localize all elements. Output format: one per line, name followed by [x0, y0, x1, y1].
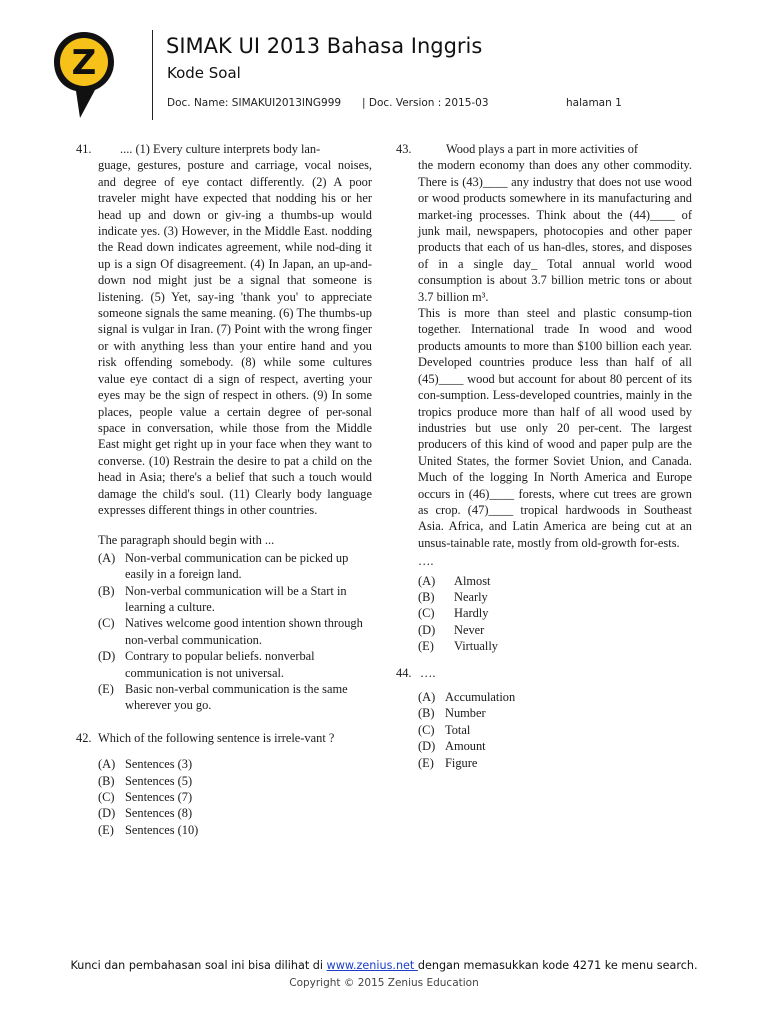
q42-option[interactable] — [98, 822, 372, 838]
q43-option[interactable] — [418, 622, 692, 638]
q44-option-label: (B) — [418, 706, 435, 721]
q44-option-text: Total — [445, 722, 471, 737]
q44-option-text: Figure — [445, 755, 478, 770]
q41-option-label: (D) — [98, 649, 116, 664]
q42-option-text: Sentences (7) — [125, 790, 193, 805]
q43-option[interactable] — [418, 638, 692, 654]
question-44 — [396, 665, 692, 771]
q41-option[interactable] — [98, 681, 372, 714]
q43-option[interactable] — [418, 605, 692, 621]
q44-stem: …. — [420, 665, 436, 680]
q42-option-label: (D) — [98, 806, 116, 821]
doc-version: | Doc. Version : 2015-03 — [362, 97, 489, 109]
q41-option[interactable] — [98, 615, 372, 648]
zenius-logo — [52, 30, 116, 120]
q41-options — [76, 550, 372, 714]
q43-options — [396, 573, 692, 655]
q44-option[interactable] — [418, 738, 692, 754]
q43-option-text: Nearly — [454, 589, 488, 604]
q44-option-label: (D) — [418, 739, 436, 754]
q43-passage-p2: This is more than steel and plastic consump-tion together. International trade In wood and wood products amounts to more than $100 billion each year. Developed countries produce less than half of all (45)____ wood but account for about 80 percent of its con-sumption. Less-developed countries, mainly in the tropics produce more than half of all wood used by industries but use only 20 per-cent. The largest producers of this kind of wood and paper pulp are the United States, the former Soviet Union, and Canada. Much of the logging In North America and Europe occurs in (46)____ forests, where cut trees are grown as crop. (47)____ tropical hardwoods in Southeast Asia. Africa, and Latin America are being cut at an unsus-tainable rate, mostly from old-growth for-ests. — [418, 306, 692, 550]
q43-option-label: (D) — [418, 622, 436, 637]
q42-option[interactable] — [98, 773, 372, 789]
q41-option-text: Contrary to popular beliefs. nonverbal communication is not universal. — [125, 649, 315, 680]
q42-option[interactable] — [98, 789, 372, 805]
q41-option-label: (C) — [98, 616, 115, 631]
page-number: halaman 1 — [566, 97, 622, 109]
q41-number: 41. — [76, 142, 92, 156]
q43-stem: …. — [418, 554, 434, 569]
q41-option[interactable] — [98, 583, 372, 616]
q41-option-text: Basic non-verbal communication is the same wherever you go. — [125, 682, 348, 713]
q42-header — [76, 730, 372, 746]
q42-option[interactable] — [98, 756, 372, 772]
q42-option-label: (B) — [98, 773, 115, 788]
question-42 — [76, 730, 372, 838]
q43-passage-p1: the modern economy than does any other commodity. There is (43)____ any industry that does not use wood or wood products somewhere in its manufacturing and market-ing processes. Think about the (44)____ of junk mail, newspapers, photocopies and other paper products that each of us han-dles, stores, and disposes of in a single day_ Total annual world wood consumption is about 3.7 billion metric tons or about 3.7 billion m³. — [418, 158, 692, 304]
q41-option[interactable] — [98, 550, 372, 583]
q42-option-label: (A) — [98, 757, 116, 772]
q42-options — [76, 756, 372, 838]
q41-option-label: (B) — [98, 583, 115, 598]
q42-option-label: (E) — [98, 822, 114, 837]
question-41 — [76, 141, 372, 714]
q43-option-label: (E) — [418, 639, 434, 654]
q44-header — [396, 665, 692, 681]
q44-number: 44. — [396, 665, 412, 680]
q44-option[interactable] — [418, 755, 692, 771]
q41-option-label: (A) — [98, 550, 116, 565]
q44-option-label: (C) — [418, 722, 435, 737]
q44-option-text: Amount — [445, 739, 486, 754]
q43-header — [396, 141, 692, 157]
q43-option-text: Hardly — [454, 606, 489, 621]
q41-stem: The paragraph should begin with ... — [98, 533, 275, 548]
q42-option[interactable] — [98, 805, 372, 821]
doc-name: Doc. Name: SIMAKUI2013ING999 — [167, 97, 342, 109]
q43-option-label: (C) — [418, 606, 435, 621]
question-43 — [396, 141, 692, 655]
q43-option-label: (B) — [418, 589, 435, 604]
q43-option-text: Never — [454, 622, 485, 637]
q44-option[interactable] — [418, 689, 692, 705]
q41-option-text: Non-verbal communication can be picked up easily in a foreign land. — [125, 550, 349, 582]
footer-note — [0, 959, 768, 972]
q44-option-text: Accumulation — [445, 690, 516, 704]
left-column — [76, 141, 372, 838]
q42-option-text: Sentences (3) — [125, 757, 193, 772]
page-subtitle: Kode Soal — [167, 64, 241, 82]
q44-option-label: (A) — [418, 690, 436, 704]
logo-letter: Z — [71, 43, 97, 83]
q42-option-text: Sentences (8) — [125, 806, 193, 821]
q42-option-text: Sentences (5) — [125, 773, 193, 788]
q44-option-text: Number — [445, 706, 486, 721]
q41-option-text: Non-verbal communication will be a Start in learning a culture. — [125, 583, 347, 614]
q43-option-text: Almost — [454, 573, 491, 588]
q43-passage-first-line: Wood plays a part in more activities of — [446, 142, 639, 156]
footer-text-before: Kunci dan pembahasan soal ini bisa dilihat di — [70, 959, 327, 972]
q44-option[interactable] — [418, 722, 692, 738]
q42-option-label: (C) — [98, 790, 115, 805]
q42-question: Which of the following sentence is irrele-vant ? — [98, 730, 335, 745]
q44-option-label: (E) — [418, 755, 434, 770]
q44-options — [396, 689, 692, 771]
q43-option-label: (A) — [418, 573, 436, 588]
zenius-link[interactable]: www.zenius.net — [326, 959, 418, 972]
q41-option[interactable] — [98, 648, 372, 681]
q41-passage-first-line: .... (1) Every culture interprets body lan- — [120, 142, 321, 156]
q43-option-text: Virtually — [454, 639, 498, 654]
q41-passage: guage, gestures, posture and carriage, vocal noises, and degree of eye contact differently. (2) A poor traveler might have expected that nodding his or her head up and down or giv-ing a thumbs-up would indicate yes. (3) However, in the Middle East. nodding the Read down indicates agreement, while nod-ding it up is a sign Of disagreement. (4) In Japan, an up-and-down nod might just be a signal that someone is listening. (5) Yet, say-ing 'thank you' to appreciate someone signals the same meaning. (6) The thumbs-up signal is vulgar in Iran. (7) Point with the wrong finger or with anything less than your entire hand and you risk offending somebody. (8) while some cultures value eye contact di a sign of respect, averting your eyes may be the sign of respect in others. (9) In some places, people value a certain degree of per-sonal space in conversation, while those from the Middle East might get right up in your face when they want to converse. (10) Restrain the desire to pat a child on the head in Asia; there's a belief that such a touch would damage the child's soul. (11) Clearly body language expresses different things in other countries. — [98, 158, 372, 517]
q44-option[interactable] — [418, 705, 692, 721]
q41-header — [76, 141, 372, 157]
right-column — [396, 141, 692, 771]
q43-option[interactable] — [418, 573, 692, 589]
q43-number: 43. — [396, 142, 412, 156]
q43-option[interactable] — [418, 589, 692, 605]
q41-option-label: (E) — [98, 682, 114, 696]
copyright: Copyright © 2015 Zenius Education — [289, 977, 479, 989]
q42-option-text: Sentences (10) — [125, 822, 199, 837]
q41-option-text: Natives welcome good intention shown through non-verbal communication. — [125, 616, 363, 647]
footer-text-after: dengan memasukkan kode 4271 ke menu search. — [417, 959, 698, 972]
header-divider — [152, 30, 153, 120]
page-title: SIMAK UI 2013 Bahasa Inggris — [166, 34, 483, 58]
q42-number: 42. — [76, 730, 92, 745]
